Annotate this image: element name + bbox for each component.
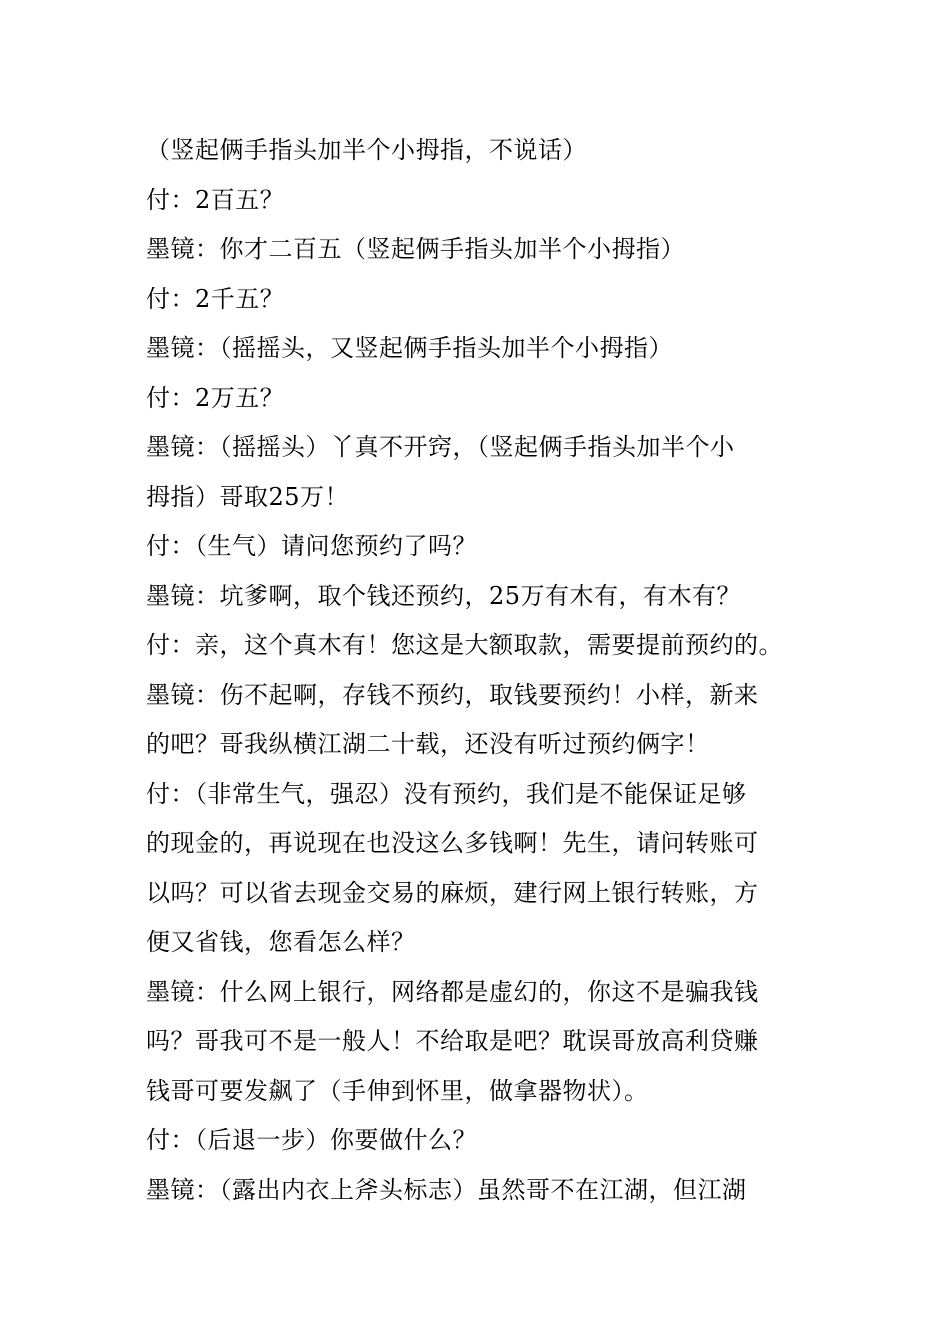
- text-line: 便又省钱，您看怎么样？: [146, 928, 416, 956]
- text-line: 墨镜：伤不起啊，存钱不预约，取钱要预约！小样，新来: [146, 680, 759, 709]
- text-line: 拇指）哥取25万！: [146, 482, 350, 511]
- text-line: 墨镜：（摇摇头，又竖起俩手指头加半个小拇指）: [146, 334, 673, 362]
- text-line: 付：（后退一步）你要做什么？: [146, 1126, 477, 1154]
- text-line: 墨镜：（露出内衣上斧头标志）虽然哥不在江湖，但江湖: [146, 1175, 747, 1204]
- text-line: 的吧？哥我纵横江湖二十载，还没有听过预约俩字！: [146, 730, 710, 758]
- text-line: 的现金的，再说现在也没这么多钱啊！先生，请问转账可: [146, 829, 759, 857]
- text-line: 付：（非常生气，强忍）没有预约，我们是不能保证足够: [146, 779, 747, 808]
- text-line: 付：2百五？: [146, 185, 285, 214]
- text-line: 墨镜：你才二百五（竖起俩手指头加半个小拇指）: [146, 235, 685, 263]
- text-line: 以吗？可以省去现金交易的麻烦，建行网上银行转账，方: [146, 878, 759, 907]
- text-line: 吗？哥我可不是一般人！不给取是吧？耽误哥放高利贷赚: [146, 1027, 759, 1055]
- text-line: 付：（生气）请问您预约了吗？: [146, 532, 477, 560]
- text-line: 付：亲，这个真木有！您这是大额取款，需要提前预约的。: [146, 631, 783, 659]
- text-line: 墨镜：（摇摇头）丫真不开窍，（竖起俩手指头加半个小: [146, 433, 735, 461]
- text-line: 付：2千五？: [146, 284, 285, 313]
- text-line: 钱哥可要发飙了（手伸到怀里，做拿器物状）。: [146, 1076, 649, 1105]
- text-line: 墨镜：什么网上银行，网络都是虚幻的，你这不是骗我钱: [146, 977, 759, 1006]
- text-line: 墨镜：坑爹啊，取个钱还预约，25万有木有，有木有？: [146, 581, 742, 610]
- text-line: 付：2万五？: [146, 383, 285, 412]
- text-line: （竖起俩手指头加半个小拇指，不说话）: [146, 136, 587, 164]
- script-text: [146, 126, 806, 1215]
